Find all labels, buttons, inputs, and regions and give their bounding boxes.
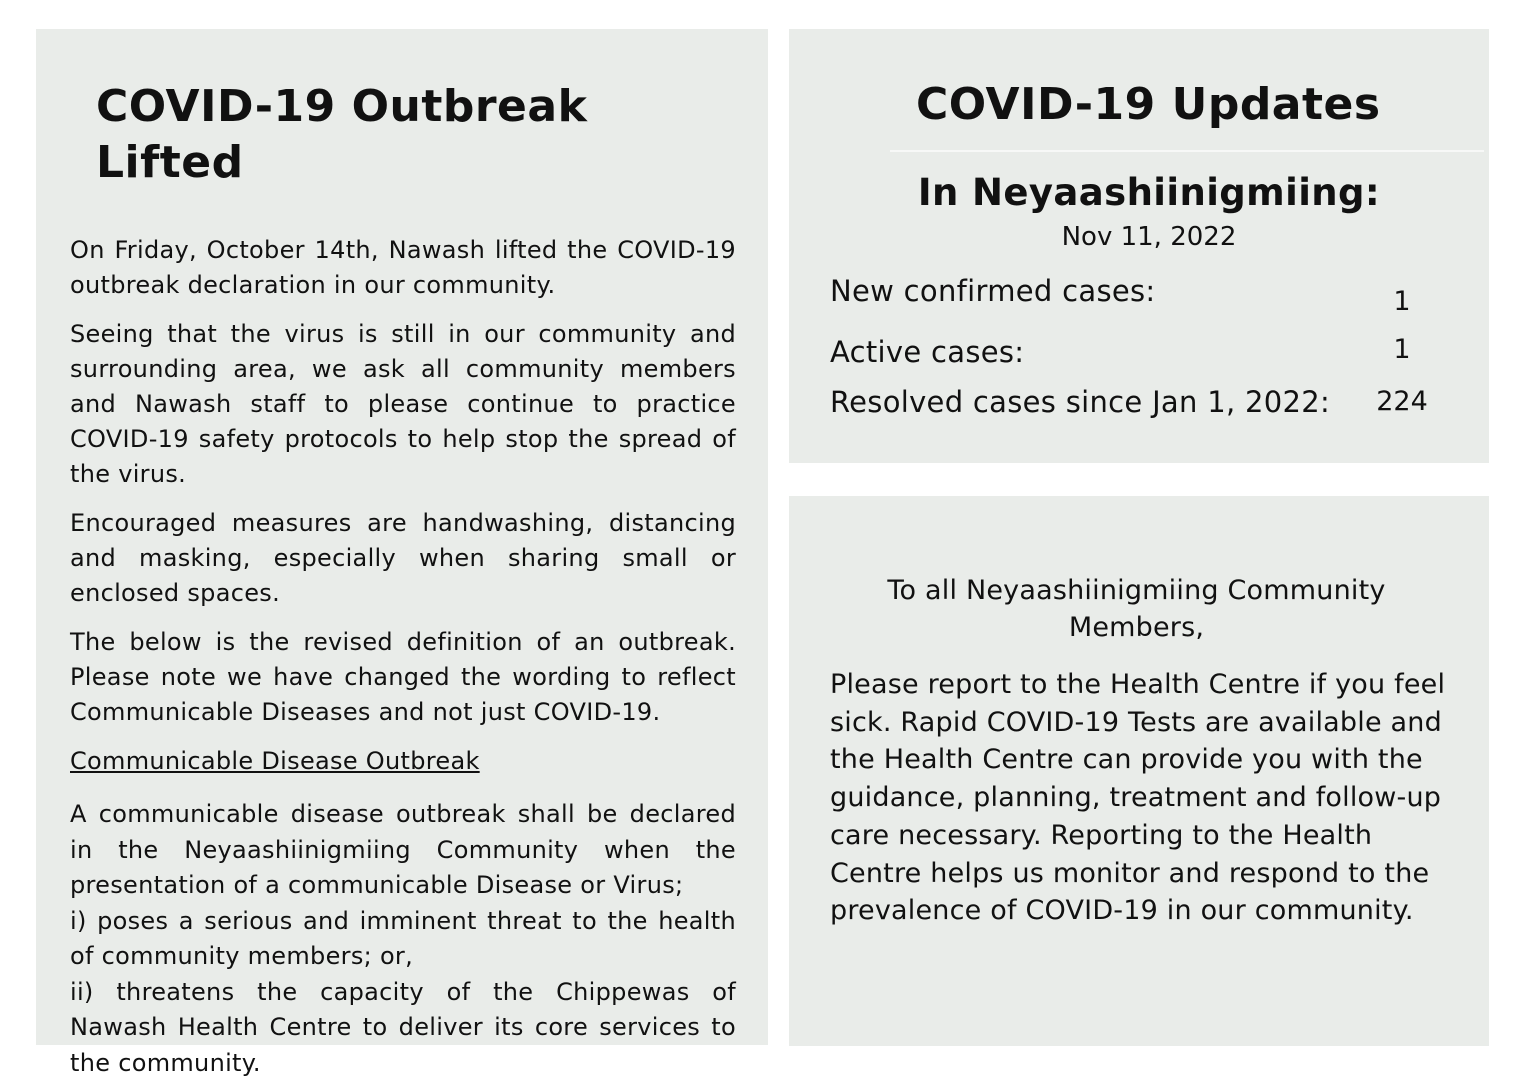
report-date: Nov 11, 2022 xyxy=(789,219,1509,255)
notice-greeting: To all Neyaashiinigmiing Community Members, xyxy=(849,572,1424,646)
outbreak-paragraph-1: On Friday, October 14th, Nawash lifted the COVID-19 outbreak declaration in our community. xyxy=(70,233,736,303)
resolved-cases-value: 224 xyxy=(1362,383,1442,421)
definition-item-2: ii) threatens the capacity of the Chippewas of Nawash Health Centre to deliver its core services to the community. xyxy=(70,975,736,1081)
outbreak-lifted-panel xyxy=(36,29,768,1045)
new-cases-value: 1 xyxy=(1362,283,1442,321)
community-notice-panel xyxy=(789,496,1489,1046)
title-divider xyxy=(890,150,1484,152)
new-cases-label: New confirmed cases: xyxy=(830,272,1155,310)
definition-heading: Communicable Disease Outbreak xyxy=(70,744,736,779)
definition-block xyxy=(70,797,736,1081)
active-cases-value: 1 xyxy=(1362,331,1442,369)
outbreak-paragraph-3: Encouraged measures are handwashing, distancing and masking, especially when sharing small or enclosed spaces. xyxy=(70,506,736,611)
active-cases-label: Active cases: xyxy=(830,333,1024,371)
outbreak-paragraph-4: The below is the revised definition of an outbreak. Please note we have changed the wording to reflect Communicable Diseases and not just COVID-19. xyxy=(70,625,736,730)
definition-item-1: i) poses a serious and imminent threat to the health of community members; or, xyxy=(70,904,736,975)
outbreak-title: COVID-19 Outbreak Lifted xyxy=(70,79,736,191)
outbreak-paragraph-2: Seeing that the virus is still in our community and surrounding area, we ask all community members and Nawash staff to please continue to practice COVID-19 safety protocols to help stop the spread of the virus. xyxy=(70,317,736,492)
location-heading: In Neyaashiinigmiing: xyxy=(789,169,1509,217)
definition-intro: A communicable disease outbreak shall be declared in the Neyaashiinigmiing Community when the presentation of a communicable Disease or Virus; xyxy=(70,797,736,904)
updates-title: COVID-19 Updates xyxy=(916,77,1381,133)
resolved-cases-label: Resolved cases since Jan 1, 2022: xyxy=(830,383,1330,421)
notice-body: Please report to the Health Centre if you feel sick. Rapid COVID-19 Tests are available and the Health Centre can provide you with the guidance, planning, treatment and follow-up care necessary. Reporting to the Health Centre helps us monitor and respond to the prevalence of COVID-19 in our community. xyxy=(830,666,1455,930)
covid-updates-panel xyxy=(789,29,1489,463)
